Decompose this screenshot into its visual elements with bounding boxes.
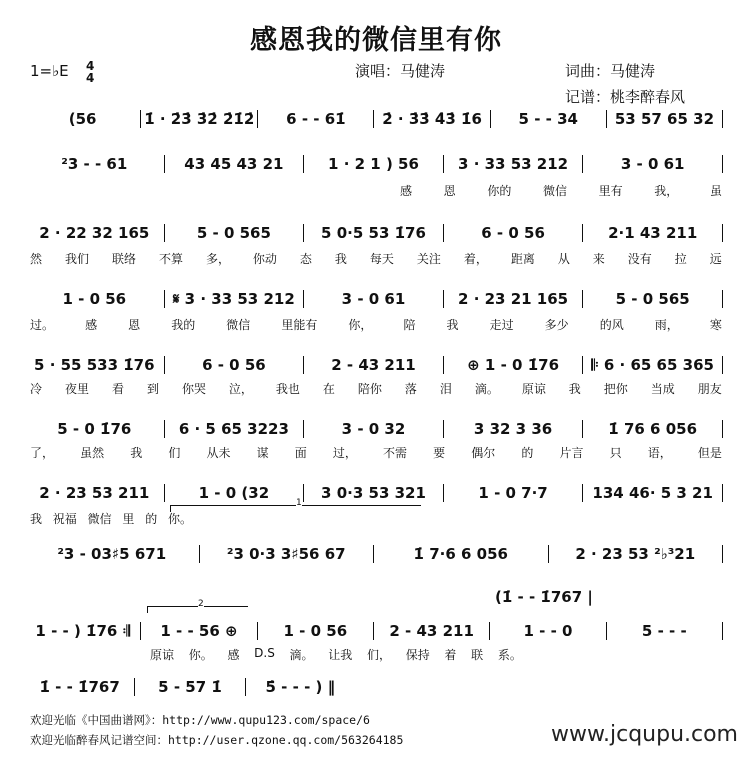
- bar-line: [722, 155, 723, 173]
- bar-line: [303, 420, 304, 438]
- lyric: 着: [444, 648, 457, 662]
- measure: 1 - 0 7·7: [478, 484, 548, 502]
- measure: 5̇ - - - ) ‖: [265, 678, 336, 696]
- measure: 5 - 0 565: [615, 290, 690, 308]
- bar-line: [164, 224, 165, 242]
- measure: 3 - 0 32: [341, 420, 406, 438]
- footer-line-1: 欢迎光临《中国曲谱网》：http://www.qupu123.com/space/6: [30, 713, 370, 727]
- bar-line: [443, 356, 444, 374]
- notation-row: [28, 290, 726, 308]
- bar-line: [303, 484, 304, 502]
- measure: ⊕ 1 - 0 1̇76: [467, 356, 560, 374]
- volta-label: 2: [198, 599, 204, 609]
- lyric: 冷: [30, 382, 43, 396]
- lyric: 我也: [275, 382, 300, 396]
- lyric: 感: [85, 318, 98, 332]
- bar-line: [722, 290, 723, 308]
- measure: 5 · 55 533 1̇76: [34, 356, 155, 374]
- bar-line: [582, 420, 583, 438]
- bar-line: [606, 622, 607, 640]
- lyric: 你。: [167, 512, 192, 526]
- bar-line: [140, 622, 141, 640]
- bar-line: [582, 224, 583, 242]
- lyric: 多少: [544, 318, 569, 332]
- measure: 3 - 0 61: [620, 155, 685, 173]
- notation-row: [28, 484, 726, 502]
- lyric: 不算: [158, 252, 183, 266]
- lyric: 陪: [403, 318, 416, 332]
- lyric: 原谅: [150, 648, 175, 662]
- lyric: 祝福: [52, 512, 77, 526]
- notation-row: [28, 110, 726, 128]
- lyric: 里: [122, 512, 135, 526]
- bar-line: [722, 356, 723, 374]
- measure: 2 · 23 53 211: [39, 484, 150, 502]
- lyric: 多，: [205, 252, 230, 266]
- lyric: 拉: [674, 252, 687, 266]
- notation-row: [28, 356, 726, 374]
- lyric: 面: [294, 446, 307, 460]
- lyric: 你的: [487, 184, 512, 198]
- bar-line: [164, 420, 165, 438]
- notation-row: [28, 545, 726, 563]
- lyric: 们: [168, 446, 181, 460]
- measure: ²3 - - 61: [61, 155, 128, 173]
- measure: ²3 0·3 3♯56 67: [226, 545, 346, 563]
- lyric: 泪: [439, 382, 452, 396]
- measure: 43 45 43 21: [184, 155, 284, 173]
- bar-line: [582, 155, 583, 173]
- lyric: 态: [299, 252, 312, 266]
- notation-row: [28, 224, 726, 242]
- lyrics-row: [30, 316, 722, 333]
- lyric: 远: [709, 252, 722, 266]
- bar-line: [373, 622, 374, 640]
- lyric: 滴。: [289, 648, 314, 662]
- bar-line: [199, 545, 200, 563]
- lyric: 走过: [489, 318, 514, 332]
- lyric: 恩: [443, 184, 456, 198]
- lyric: 微信: [542, 184, 567, 198]
- lyric: 语，: [647, 446, 672, 460]
- measure: 6 - - 61̇: [286, 110, 346, 128]
- lyric: 你动: [252, 252, 277, 266]
- measure: 1 - 0 (32: [198, 484, 270, 502]
- lyrics-row: [30, 444, 722, 461]
- lyric: D.S: [254, 646, 275, 660]
- bar-line: [443, 155, 444, 173]
- lyric: 我，: [654, 184, 679, 198]
- measure: 134 46· 5 3 21: [592, 484, 713, 502]
- lyric: 关注: [416, 252, 441, 266]
- bar-line: [257, 622, 258, 640]
- measure: 5 - 0 565: [196, 224, 271, 242]
- lyric: 只: [609, 446, 622, 460]
- measure: 3 · 33 53 212: [458, 155, 569, 173]
- bar-line: [140, 110, 141, 128]
- measure: 2̇ · 3̇3̇ 4̇3̇ 1̇6: [382, 110, 482, 128]
- measure: 2 · 23 53 ²♭³21: [575, 545, 696, 563]
- lyric: 我: [30, 512, 43, 526]
- bar-line: [303, 290, 304, 308]
- footer-line-2: 欢迎光临醉春风记谱空间：http://user.qzone.qq.com/563264185: [30, 733, 404, 747]
- lyric: 你。: [188, 648, 213, 662]
- measure: 5 0·5 53 1̇76: [321, 224, 426, 242]
- lyric: 的: [145, 512, 158, 526]
- lyric: 我: [568, 382, 581, 396]
- song-title: 感恩我的微信里有你: [250, 25, 502, 56]
- measure: 3 0·3 53 321: [321, 484, 426, 502]
- ending-intro-notation: (1̇ - - 1̇767 |: [495, 588, 593, 606]
- lyric: 联络: [111, 252, 136, 266]
- composer-credit: 词曲：马健涛: [565, 62, 656, 80]
- bar-line: [443, 290, 444, 308]
- bar-line: [722, 420, 723, 438]
- bar-line: [373, 545, 374, 563]
- lyric: 泣，: [228, 382, 253, 396]
- lyric: 寒: [709, 318, 722, 332]
- lyrics-row: [30, 250, 722, 267]
- lyric: 我: [446, 318, 459, 332]
- lyric: 来: [592, 252, 605, 266]
- time-sig-top: 4: [86, 59, 95, 73]
- lyric: 过，: [332, 446, 357, 460]
- time-sig-bottom: 4: [86, 71, 95, 85]
- lyric: 夜里: [64, 382, 89, 396]
- bar-line: [489, 622, 490, 640]
- notation-row: [28, 155, 726, 173]
- measure: 2 - 43 211: [331, 356, 416, 374]
- measure: 1̇ 7·6 6 056: [413, 545, 508, 563]
- notation-row: [28, 678, 352, 696]
- lyric: 虽: [709, 184, 722, 198]
- lyric: 片言: [559, 446, 584, 460]
- watermark: www.jcqupu.com: [551, 722, 738, 747]
- lyric: 虽然: [80, 446, 105, 460]
- lyric: 了，: [30, 446, 55, 460]
- lyric: 不需: [383, 446, 408, 460]
- measure: 6 - 0 56: [481, 224, 545, 242]
- lyrics-row: [30, 380, 722, 397]
- measure: 1 - - 56 ⊕: [160, 622, 238, 640]
- measure: 1 · 2 1 ) 56: [328, 155, 419, 173]
- lyric: 把你: [603, 382, 628, 396]
- bar-line: [722, 110, 723, 128]
- measure: 6 · 5 65 3223: [178, 420, 289, 438]
- lyric: 每天: [369, 252, 394, 266]
- measure: 5 - 0 1̇76: [57, 420, 132, 438]
- lyric: 看: [111, 382, 124, 396]
- lyric: 保持: [405, 648, 430, 662]
- measure: 5 - - 34: [518, 110, 578, 128]
- lyric: 让我: [328, 648, 353, 662]
- measure: 53 57 65 32: [614, 110, 715, 128]
- lyric: 我: [334, 252, 347, 266]
- transcriber-credit: 记谱：桃李醉春风: [565, 88, 686, 106]
- lyric: 你哭: [181, 382, 206, 396]
- lyric: 着，: [463, 252, 488, 266]
- measure: 5 - 57 1̇: [158, 678, 222, 696]
- bar-line: [722, 545, 723, 563]
- singer-credit: 演唱：马健涛: [355, 62, 446, 80]
- lyrics-row: [30, 510, 192, 527]
- measure: 1 - - 0: [523, 622, 573, 640]
- bar-line: [582, 356, 583, 374]
- bar-line: [606, 110, 607, 128]
- time-signature: [86, 60, 94, 84]
- bar-line: [490, 110, 491, 128]
- measure: 1 - 0 56: [283, 622, 348, 640]
- bar-line: [257, 110, 258, 128]
- measure: 1̇ - - 1̇767: [39, 678, 120, 696]
- measure: 1̇ 76 6 056: [608, 420, 698, 438]
- lyrics-row: [150, 646, 522, 663]
- lyric: 然: [30, 252, 43, 266]
- bar-line: [373, 110, 374, 128]
- lyric: 陪你: [357, 382, 382, 396]
- volta-1: [170, 498, 421, 512]
- measure: 6 - 0 56: [202, 356, 266, 374]
- bar-line: [722, 622, 723, 640]
- measure: 2 · 23 21 165: [458, 290, 569, 308]
- bar-line: [245, 678, 246, 696]
- bar-line: [582, 290, 583, 308]
- measure: 1 - - ) 1̇76 𝄇: [35, 622, 130, 640]
- measure: 𝄋 3 · 33 53 212: [173, 290, 295, 308]
- key-signature: 1=♭E: [30, 62, 69, 80]
- bar-line: [722, 484, 723, 502]
- measure: (56: [68, 110, 97, 128]
- lyric: 我们: [64, 252, 89, 266]
- lyric: 要: [433, 446, 446, 460]
- lyric: 感: [400, 184, 413, 198]
- bar-line: [164, 484, 165, 502]
- lyric: 的风: [599, 318, 624, 332]
- bar-line: [722, 224, 723, 242]
- volta-label: 1: [296, 498, 302, 508]
- lyric: 距离: [510, 252, 535, 266]
- lyric: 我的: [171, 318, 196, 332]
- lyric: 没有: [627, 252, 652, 266]
- measure: 2·1 43 211: [608, 224, 698, 242]
- measure: 3 32 3 36: [473, 420, 553, 438]
- lyric: 我: [130, 446, 143, 460]
- lyric: 感: [227, 648, 240, 662]
- lyric: 但是: [697, 446, 722, 460]
- lyric: 雨，: [654, 318, 679, 332]
- lyrics-row: [400, 182, 722, 199]
- bar-line: [443, 224, 444, 242]
- lyric: 恩: [128, 318, 141, 332]
- lyric: 谋: [256, 446, 269, 460]
- measure: 2 - 43 211: [389, 622, 474, 640]
- measure: 2 · 22 32 165: [39, 224, 150, 242]
- lyric: 偶尔: [471, 446, 496, 460]
- lyric: 里能有: [281, 318, 318, 332]
- lyric: 从: [557, 252, 570, 266]
- lyric: 微信: [87, 512, 112, 526]
- lyric: 系。: [497, 648, 522, 662]
- bar-line: [164, 290, 165, 308]
- bar-line: [582, 484, 583, 502]
- lyric: 原谅: [521, 382, 546, 396]
- lyric: 到: [146, 382, 159, 396]
- lyric: 朋友: [697, 382, 722, 396]
- measure: 5 - - -: [641, 622, 687, 640]
- bar-line: [443, 420, 444, 438]
- lyric: 在: [322, 382, 335, 396]
- notation-row: [28, 622, 726, 640]
- measure: 1 - 0 56: [62, 290, 127, 308]
- measure: 1̇ · 2̇3̇ 3̇2̇ 2̇1̇2̇: [144, 110, 255, 128]
- bar-line: [303, 356, 304, 374]
- lyric: 你，: [348, 318, 373, 332]
- bar-line: [164, 356, 165, 374]
- bar-line: [443, 484, 444, 502]
- bar-line: [548, 545, 549, 563]
- bar-line: [134, 678, 135, 696]
- bar-line: [303, 224, 304, 242]
- lyric: 滴。: [474, 382, 499, 396]
- bar-line: [164, 155, 165, 173]
- lyric: 微信: [226, 318, 251, 332]
- bar-line: [303, 155, 304, 173]
- lyric: 从未: [206, 446, 231, 460]
- lyric: 过。: [30, 318, 55, 332]
- measure: 𝄆 6 · 65 65 365: [591, 356, 714, 374]
- lyric: 们，: [366, 648, 391, 662]
- lyric: 落: [404, 382, 417, 396]
- volta-2: [147, 599, 248, 613]
- notation-row: [28, 420, 726, 438]
- measure: ²3 - 03♯5 671: [57, 545, 167, 563]
- lyric: 当成: [650, 382, 675, 396]
- lyric: 里有: [598, 184, 623, 198]
- lyric: 联: [471, 648, 484, 662]
- lyric: 的: [521, 446, 534, 460]
- measure: 3 - 0 61: [341, 290, 406, 308]
